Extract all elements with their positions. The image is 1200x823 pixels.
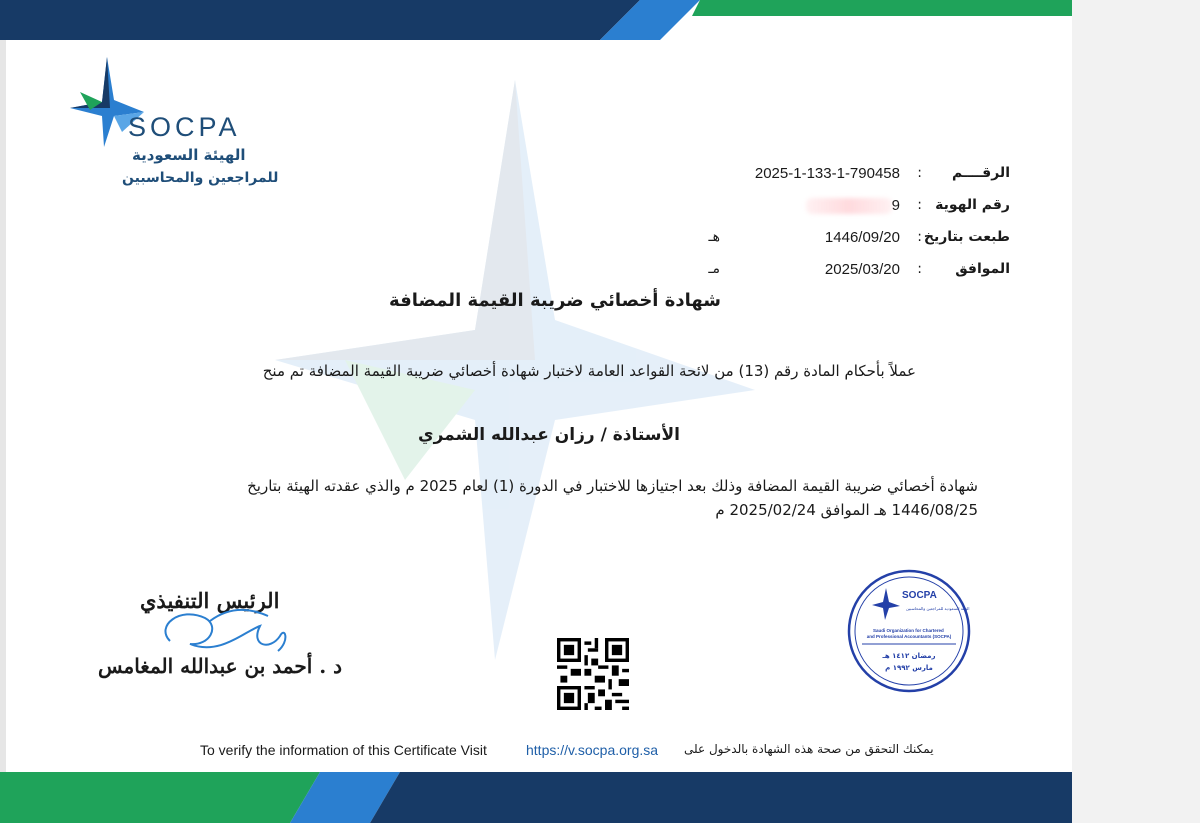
svg-text:Saudi Organization for Charter: Saudi Organization for Chartered and Professional Accountants (SOCPA)	[866, 628, 952, 639]
corresponding-date-value: 2025/03/20	[824, 261, 900, 278]
page-right-margin	[1072, 0, 1200, 823]
certificate-number-value: 2025-1-133-1-790458	[754, 165, 900, 182]
certificate-body	[247, 474, 978, 522]
redacted-id	[806, 198, 892, 214]
certificate-number-label: الرقــــم	[951, 165, 1010, 181]
bottom-decorative-band	[0, 772, 1072, 823]
certificate-body-line1: شهادة أخصائي ضريبة القيمة المضافة وذلك بعد اجتيازها للاختبار في الدورة (1) لعام 2025 م والذي عقدته الهيئة بتاريخ	[247, 477, 978, 495]
colon: :	[917, 229, 922, 245]
top-decorative-band	[0, 0, 1072, 40]
seal-date-hijri: رمضان ١٤١٢ هـ	[882, 652, 936, 660]
id-number-value: 9	[800, 197, 900, 214]
print-date-row	[670, 229, 1010, 251]
print-date-value: 1446/09/20	[824, 229, 900, 246]
gregorian-unit: مـ	[708, 261, 720, 277]
verify-english-text: To verify the information of this Certificate Visit	[200, 742, 487, 758]
print-date-label: طبعت بتاريخ	[923, 229, 1010, 245]
id-number-label: رقم الهوية	[935, 197, 1010, 213]
id-number-row	[670, 197, 1010, 219]
certificate-number-row	[670, 165, 1010, 187]
corresponding-date-row	[670, 261, 1010, 283]
verify-arabic-text: يمكنك التحقق من صحة هذه الشهادة بالدخول على	[684, 742, 934, 756]
signatory-title: الرئيس التنفيذي	[140, 588, 280, 613]
certificate-title: شهادة أخصائي ضريبة القيمة المضافة	[389, 290, 721, 311]
logo-arabic-line1: الهيئة السعودية	[132, 146, 246, 164]
seal-date-gregorian: مارس ١٩٩٢ م	[885, 664, 933, 672]
corresponding-date-label: الموافق	[955, 261, 1010, 277]
colon: :	[917, 165, 922, 181]
hijri-unit: هـ	[708, 229, 720, 245]
seal-brand: SOCPA	[902, 590, 937, 601]
logo-arabic-line2: للمراجعين والمحاسبين	[122, 170, 279, 186]
colon: :	[917, 261, 922, 277]
page-left-margin	[0, 0, 6, 823]
recipient-name: الأستاذة / رزان عبدالله الشمري	[418, 425, 680, 445]
verify-link[interactable]: https://v.socpa.org.sa	[526, 742, 659, 758]
logo-wordmark: SOCPA	[128, 112, 241, 142]
certificate-intro: عملاً بأحكام المادة رقم (13) من لائحة القواعد العامة لاختبار شهادة أخصائي ضريبة القيمة المضافة تم منح	[262, 362, 916, 380]
seal-arabic: الهيئة السعودية للمراجعين والمحاسبين	[906, 606, 970, 611]
qr-code-icon[interactable]	[557, 638, 629, 710]
seal-english-hidden: Saudi Organization for Chartered and Professional Accountants (SOCPA)	[346, 68, 383, 69]
signatory-name: د . أحمد بن عبدالله المغامس	[98, 654, 343, 678]
certificate-body-line2: 1446/08/25 هـ الموافق 2025/02/24 م	[715, 501, 978, 519]
colon: :	[917, 197, 922, 213]
